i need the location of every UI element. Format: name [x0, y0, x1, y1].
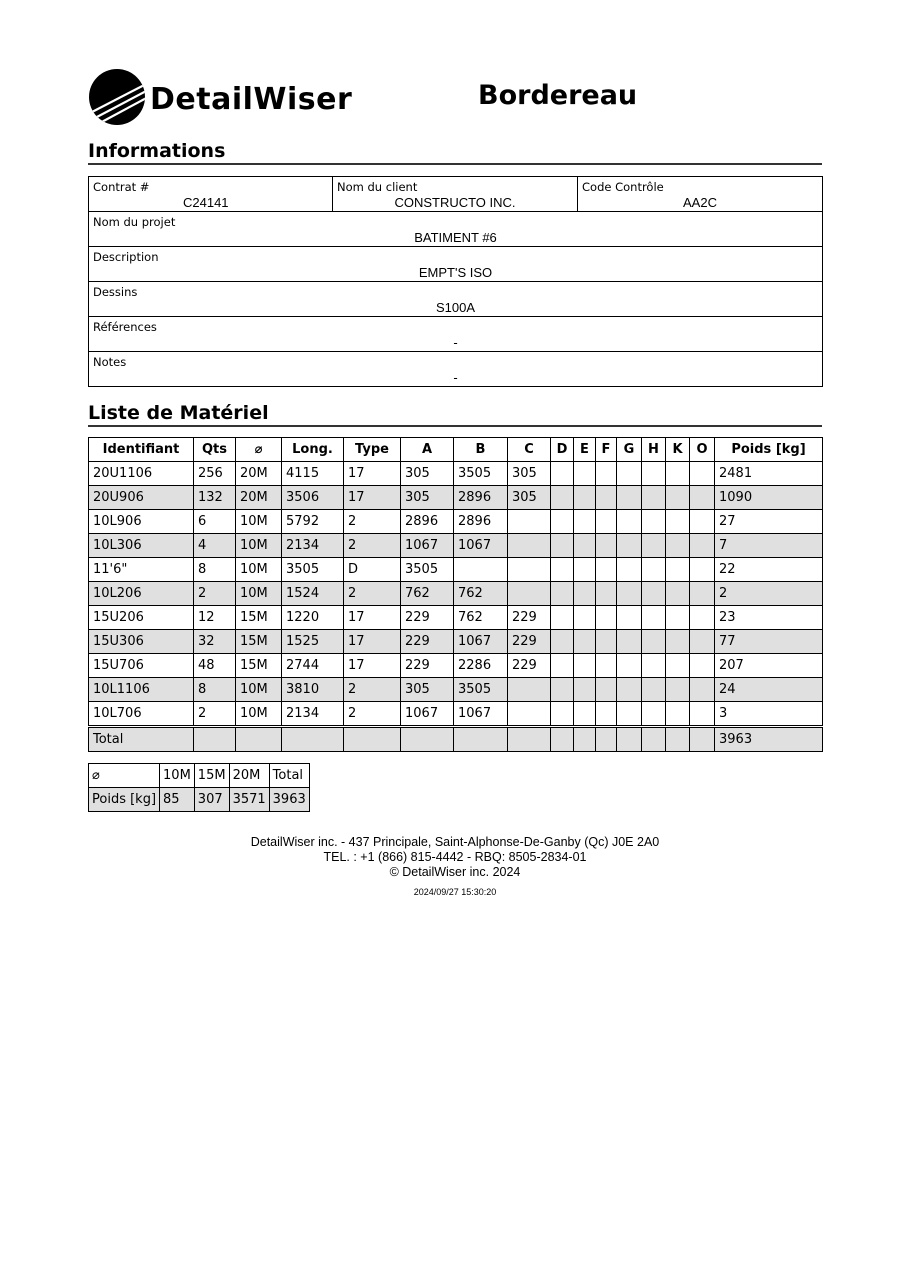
contract-label: Contrat #: [93, 180, 150, 194]
table-cell: [551, 654, 574, 678]
table-cell: [344, 727, 401, 752]
table-cell: [551, 702, 574, 727]
column-header: O: [690, 438, 715, 462]
table-cell: 3505: [454, 678, 508, 702]
table-cell: [596, 582, 617, 606]
table-row: [89, 702, 823, 727]
table-cell: [690, 606, 715, 630]
table-cell: 3505: [282, 558, 344, 582]
table-cell: [690, 510, 715, 534]
section-title-materials: Liste de Matériel: [88, 402, 822, 427]
footer-address: DetailWiser inc. - 437 Principale, Saint-Alphonse-De-Ganby (Qc) J0E 2A0: [250, 835, 660, 849]
table-cell: 8: [194, 558, 236, 582]
table-cell: [574, 582, 596, 606]
table-cell: 10M: [236, 702, 282, 727]
notes-cell: [89, 352, 823, 387]
table-row: [89, 534, 823, 558]
table-cell: 10L906: [89, 510, 194, 534]
table-row: [89, 486, 823, 510]
description-cell: [89, 247, 823, 282]
column-header: A: [401, 438, 454, 462]
table-cell: 15M: [236, 630, 282, 654]
table-cell: [617, 510, 642, 534]
table-cell: [574, 510, 596, 534]
table-cell: [551, 630, 574, 654]
table-cell: 20M: [236, 462, 282, 486]
column-header: H: [642, 438, 666, 462]
table-cell: 2: [344, 510, 401, 534]
table-cell: 229: [401, 606, 454, 630]
table-cell: [690, 678, 715, 702]
table-cell: [401, 727, 454, 752]
table-row: [89, 678, 823, 702]
table-cell: [666, 462, 690, 486]
table-cell: 3506: [282, 486, 344, 510]
column-header: Qts: [194, 438, 236, 462]
table-cell: 1067: [401, 702, 454, 727]
table-cell: 229: [508, 606, 551, 630]
client-value: CONSTRUCTO INC.: [394, 195, 516, 210]
table-cell: 8: [194, 678, 236, 702]
table-cell: 2: [344, 678, 401, 702]
table-cell: [642, 654, 666, 678]
notes-value: -: [453, 370, 458, 385]
table-cell: 7: [715, 534, 823, 558]
table-cell: [666, 606, 690, 630]
table-cell: 10M: [236, 558, 282, 582]
table-cell: [551, 558, 574, 582]
references-label: Références: [93, 320, 157, 334]
table-cell: [551, 582, 574, 606]
table-cell: 3505: [454, 462, 508, 486]
table-cell: [596, 486, 617, 510]
table-cell: [596, 510, 617, 534]
footer-timestamp: 2024/09/27 15:30:20: [413, 887, 497, 897]
table-cell: [690, 558, 715, 582]
table-cell: 5792: [282, 510, 344, 534]
table-cell: [596, 678, 617, 702]
table-cell: 17: [344, 654, 401, 678]
table-cell: [596, 534, 617, 558]
table-cell: [596, 702, 617, 727]
table-cell: [666, 678, 690, 702]
table-cell: [642, 727, 666, 752]
table-cell: 3810: [282, 678, 344, 702]
table-cell: 305: [401, 678, 454, 702]
table-cell: [574, 462, 596, 486]
table-cell: 10M: [236, 678, 282, 702]
column-header: K: [666, 438, 690, 462]
table-cell: 305: [508, 486, 551, 510]
table-cell: 10L1106: [89, 678, 194, 702]
table-row: [89, 606, 823, 630]
contract-value: C24141: [183, 195, 229, 210]
table-cell: [596, 606, 617, 630]
table-cell: 2286: [454, 654, 508, 678]
summary-header-cell: ⌀: [89, 764, 160, 788]
footer-copyright: © DetailWiser inc. 2024: [389, 865, 521, 879]
description-value: EMPT'S ISO: [418, 265, 493, 280]
logo-wordmark: DetailWiser: [150, 82, 353, 117]
table-cell: 2134: [282, 534, 344, 558]
section-title-informations: Informations: [88, 140, 822, 165]
table-cell: 2: [194, 582, 236, 606]
table-cell: 1220: [282, 606, 344, 630]
table-cell: 10M: [236, 510, 282, 534]
table-cell: [617, 582, 642, 606]
table-cell: 2896: [401, 510, 454, 534]
table-cell: 4: [194, 534, 236, 558]
description-label: Description: [93, 250, 159, 264]
table-cell: [642, 462, 666, 486]
table-cell: [642, 678, 666, 702]
table-cell: [642, 486, 666, 510]
table-cell: 762: [454, 606, 508, 630]
table-cell: [596, 654, 617, 678]
table-cell: [574, 606, 596, 630]
table-row: [89, 558, 823, 582]
table-cell: [282, 727, 344, 752]
table-cell: [596, 727, 617, 752]
table-cell: 2481: [715, 462, 823, 486]
table-cell: [617, 678, 642, 702]
table-cell: [454, 727, 508, 752]
table-cell: 3: [715, 702, 823, 727]
table-cell: 256: [194, 462, 236, 486]
table-cell: 6: [194, 510, 236, 534]
table-cell: 48: [194, 654, 236, 678]
total-label: Total: [89, 727, 194, 752]
total-weight: 3963: [715, 727, 823, 752]
summary-cell: 85: [160, 788, 195, 812]
table-cell: 2: [344, 702, 401, 727]
table-cell: [617, 462, 642, 486]
table-cell: [574, 558, 596, 582]
table-cell: 1067: [401, 534, 454, 558]
column-header: C: [508, 438, 551, 462]
table-cell: 10M: [236, 582, 282, 606]
table-cell: [551, 510, 574, 534]
table-cell: [666, 558, 690, 582]
column-header: E: [574, 438, 596, 462]
table-cell: [596, 462, 617, 486]
table-row: [89, 462, 823, 486]
table-cell: [690, 462, 715, 486]
table-cell: 1067: [454, 702, 508, 727]
table-cell: [666, 486, 690, 510]
table-cell: [551, 486, 574, 510]
table-cell: 23: [715, 606, 823, 630]
project-value: BATIMENT #6: [414, 230, 497, 245]
table-cell: 15U306: [89, 630, 194, 654]
table-cell: 12: [194, 606, 236, 630]
column-header: Identifiant: [89, 438, 194, 462]
table-cell: [236, 727, 282, 752]
table-cell: 20U1106: [89, 462, 194, 486]
summary-header-cell: 20M: [229, 764, 269, 788]
table-cell: [574, 534, 596, 558]
table-cell: [690, 654, 715, 678]
table-cell: 1067: [454, 534, 508, 558]
column-header: Type: [344, 438, 401, 462]
table-cell: 10L206: [89, 582, 194, 606]
table-cell: [690, 630, 715, 654]
table-cell: [666, 582, 690, 606]
table-cell: [642, 534, 666, 558]
table-cell: [642, 510, 666, 534]
project-cell: [89, 212, 823, 247]
table-cell: 11'6": [89, 558, 194, 582]
table-cell: 15U706: [89, 654, 194, 678]
table-cell: 1067: [454, 630, 508, 654]
table-cell: 24: [715, 678, 823, 702]
table-cell: [642, 582, 666, 606]
table-cell: [617, 654, 642, 678]
table-cell: [551, 727, 574, 752]
table-cell: 2134: [282, 702, 344, 727]
table-cell: [617, 534, 642, 558]
table-cell: [642, 702, 666, 727]
table-cell: [574, 702, 596, 727]
table-cell: 15M: [236, 654, 282, 678]
table-cell: [551, 606, 574, 630]
table-cell: [690, 582, 715, 606]
table-cell: [194, 727, 236, 752]
company-logo: [88, 68, 353, 126]
table-cell: 4115: [282, 462, 344, 486]
table-cell: 229: [401, 630, 454, 654]
table-cell: [574, 630, 596, 654]
table-cell: 17: [344, 462, 401, 486]
table-cell: 3505: [401, 558, 454, 582]
table-cell: 22: [715, 558, 823, 582]
table-cell: [642, 606, 666, 630]
table-cell: [666, 727, 690, 752]
table-cell: [690, 534, 715, 558]
table-cell: 32: [194, 630, 236, 654]
table-cell: 207: [715, 654, 823, 678]
table-cell: [690, 727, 715, 752]
table-cell: [508, 534, 551, 558]
table-cell: 77: [715, 630, 823, 654]
project-label: Nom du projet: [93, 215, 176, 229]
column-header: B: [454, 438, 508, 462]
table-cell: [508, 678, 551, 702]
table-cell: [508, 702, 551, 727]
total-row: [89, 727, 823, 752]
table-cell: 305: [401, 486, 454, 510]
table-cell: [551, 678, 574, 702]
summary-weight-row: [89, 788, 310, 812]
table-cell: 762: [454, 582, 508, 606]
summary-cell: 3963: [269, 788, 309, 812]
table-cell: 762: [401, 582, 454, 606]
table-cell: 1525: [282, 630, 344, 654]
table-cell: [666, 702, 690, 727]
column-header: G: [617, 438, 642, 462]
table-cell: 2: [344, 534, 401, 558]
table-cell: 2: [344, 582, 401, 606]
table-cell: 10L306: [89, 534, 194, 558]
materials-header-row: [89, 438, 823, 462]
table-cell: 15U206: [89, 606, 194, 630]
table-cell: [574, 654, 596, 678]
table-cell: [596, 630, 617, 654]
summary-header-cell: Total: [269, 764, 309, 788]
control-value: AA2C: [683, 195, 717, 210]
table-cell: [617, 606, 642, 630]
table-cell: [617, 558, 642, 582]
table-cell: [642, 630, 666, 654]
table-cell: [617, 727, 642, 752]
table-cell: 305: [508, 462, 551, 486]
contract-cell: [89, 177, 333, 212]
table-cell: 2: [194, 702, 236, 727]
summary-header-row: [89, 764, 310, 788]
table-cell: 1524: [282, 582, 344, 606]
table-cell: 305: [401, 462, 454, 486]
summary-header-cell: 10M: [160, 764, 195, 788]
notes-label: Notes: [93, 355, 127, 369]
table-cell: [690, 702, 715, 727]
table-cell: [574, 727, 596, 752]
table-cell: [666, 534, 690, 558]
table-cell: 229: [508, 630, 551, 654]
footer: [0, 835, 910, 900]
summary-cell: 307: [194, 788, 229, 812]
drawings-value: S100A: [435, 300, 476, 315]
table-cell: [574, 486, 596, 510]
table-cell: D: [344, 558, 401, 582]
drawings-label: Dessins: [93, 285, 138, 299]
table-cell: [574, 678, 596, 702]
table-cell: 2896: [454, 486, 508, 510]
table-row: [89, 654, 823, 678]
footer-phone: TEL. : +1 (866) 815-4442 - RBQ: 8505-2834-01: [323, 850, 587, 864]
info-table: [88, 176, 823, 387]
table-cell: [508, 582, 551, 606]
table-cell: 15M: [236, 606, 282, 630]
summary-header-cell: 15M: [194, 764, 229, 788]
table-cell: [596, 558, 617, 582]
column-header: ⌀: [236, 438, 282, 462]
control-cell: [578, 177, 823, 212]
table-cell: 20M: [236, 486, 282, 510]
table-cell: [666, 654, 690, 678]
table-row: [89, 582, 823, 606]
table-cell: [666, 630, 690, 654]
table-cell: 2896: [454, 510, 508, 534]
summary-cell: Poids [kg]: [89, 788, 160, 812]
column-header: F: [596, 438, 617, 462]
client-cell: [333, 177, 578, 212]
table-cell: [666, 510, 690, 534]
table-cell: [551, 462, 574, 486]
column-header: Poids [kg]: [715, 438, 823, 462]
table-cell: [617, 702, 642, 727]
table-cell: [508, 510, 551, 534]
table-cell: 10M: [236, 534, 282, 558]
table-cell: [642, 558, 666, 582]
table-cell: [617, 486, 642, 510]
table-cell: [551, 534, 574, 558]
page-title: Bordereau: [478, 80, 638, 111]
table-cell: [454, 558, 508, 582]
summary-cell: 3571: [229, 788, 269, 812]
weight-summary-table: [88, 763, 310, 812]
table-cell: [617, 630, 642, 654]
table-cell: 10L706: [89, 702, 194, 727]
table-cell: 132: [194, 486, 236, 510]
references-cell: [89, 317, 823, 352]
table-cell: [690, 486, 715, 510]
column-header: D: [551, 438, 574, 462]
table-cell: 1090: [715, 486, 823, 510]
control-label: Code Contrôle: [582, 180, 664, 194]
table-cell: 17: [344, 486, 401, 510]
table-cell: [508, 558, 551, 582]
table-row: [89, 630, 823, 654]
table-cell: 2744: [282, 654, 344, 678]
logo-icon: [88, 68, 148, 126]
column-header: Long.: [282, 438, 344, 462]
materials-table: [88, 437, 823, 752]
table-cell: 2: [715, 582, 823, 606]
client-label: Nom du client: [337, 180, 418, 194]
table-cell: 17: [344, 630, 401, 654]
drawings-cell: [89, 282, 823, 317]
table-cell: 20U906: [89, 486, 194, 510]
table-row: [89, 510, 823, 534]
table-cell: 27: [715, 510, 823, 534]
references-value: -: [453, 335, 458, 350]
table-cell: [508, 727, 551, 752]
table-cell: 229: [508, 654, 551, 678]
table-cell: 229: [401, 654, 454, 678]
table-cell: 17: [344, 606, 401, 630]
